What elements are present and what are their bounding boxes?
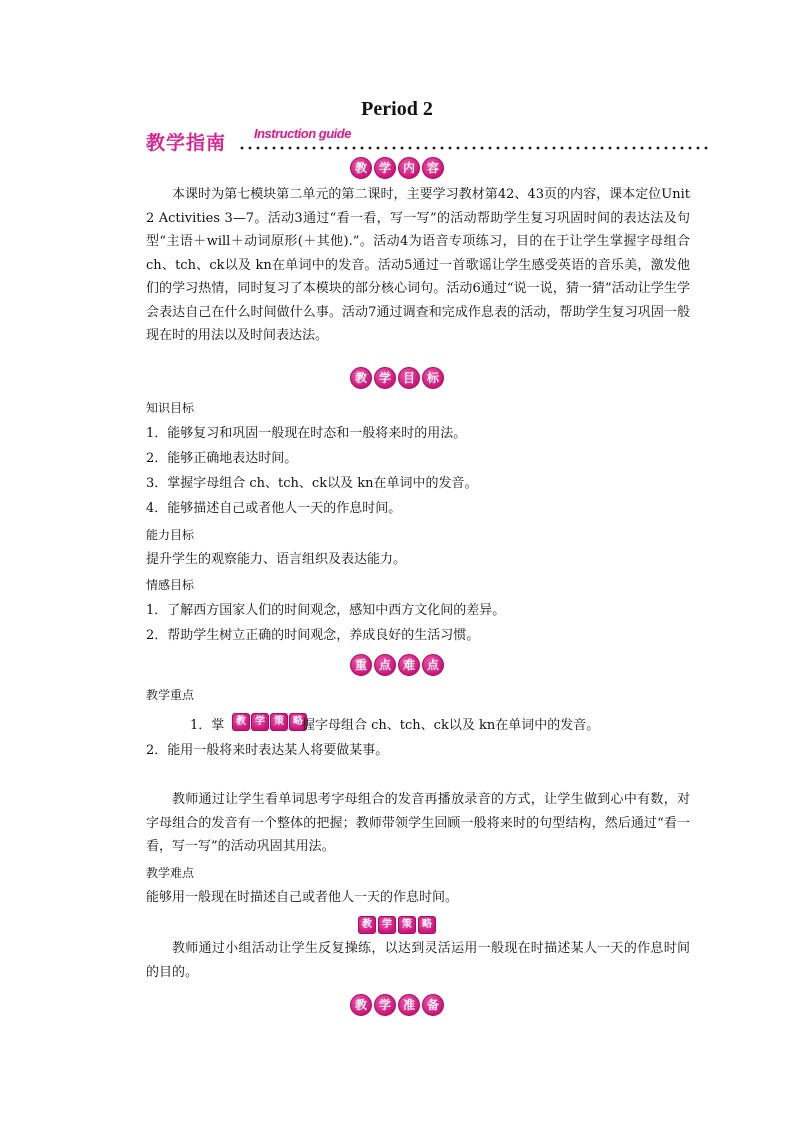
badge-strategy-inline	[232, 713, 307, 731]
badge-char: 策	[398, 916, 416, 934]
knowledge-goal-item: 3．掌握字母组合 ch、tch、ck以及 kn在单词中的发音。	[146, 476, 478, 491]
badge-char: 备	[422, 994, 444, 1016]
badge-char: 准	[398, 994, 420, 1016]
content-paragraph: 本课时为第七模块第二单元的第二课时，主要学习教材第42、43页的内容，课本定位Unit 2 Activities 3—7。活动3通过“看一看，写一写”的活动帮助学生复习巩固时间的表达法及句型“主语＋will＋动词原形(＋其他).”。活动4为语音专项练习，目的在于让学生掌握字母组合 ch、tch、ck以及 kn在单词中的发音。活动5通过一首歌谣让学生感受英语的音乐美，激发他们的学习热情，同时复习了本模块的部分核心词句。活动6通过“说一说，猜一猜”活动让学生学会表达自己在什么时间做什么事。活动7通过调查和完成作息表的活动，帮助学生复习巩固一般现在时的用法以及时间表达法。	[146, 187, 690, 343]
badge-char: 教	[350, 367, 372, 389]
badge-key-points	[0, 654, 794, 676]
key-point-item-prefix: 1．掌	[190, 718, 225, 733]
badge-char: 学	[378, 916, 396, 934]
badge-char: 点	[374, 654, 396, 676]
badge-char: 策	[270, 713, 288, 731]
badge-char: 学	[251, 713, 269, 731]
badge-strategy	[0, 916, 794, 934]
knowledge-goal-item: 1．能够复习和巩固一般现在时态和一般将来时的用法。	[146, 426, 467, 441]
guide-title-en: Instruction guide	[254, 126, 351, 141]
badge-char: 学	[374, 367, 396, 389]
badge-char: 教	[358, 916, 376, 934]
badge-char: 略	[418, 916, 436, 934]
ability-goal-text: 提升学生的观察能力、语言组织及表达能力。	[146, 552, 407, 567]
badge-char: 略	[289, 713, 307, 731]
badge-char: 教	[232, 713, 250, 731]
badge-char: 学	[374, 157, 396, 179]
emotion-goal-item: 1．了解西方国家人们的时间观念，感知中西方文化间的差异。	[146, 603, 506, 618]
badge-char: 内	[398, 157, 420, 179]
badge-char: 点	[422, 654, 444, 676]
badge-teaching-goals	[0, 367, 794, 389]
key-point-item: 2．能用一般将来时表达某人将要做某事。	[146, 743, 389, 758]
page-title: Period 2	[361, 98, 433, 120]
ability-goals-label: 能力目标	[146, 528, 195, 542]
badge-char: 难	[398, 654, 420, 676]
badge-char: 教	[350, 994, 372, 1016]
emotion-goals-label: 情感目标	[146, 578, 195, 592]
key-strategy-paragraph: 教师通过让学生看单词思考字母组合的发音再播放录音的方式，让学生做到心中有数，对字母组合的发音有一个整体的把握；教师带领学生回顾一般将来时的句型结构，然后通过“看一看，写一写”的活动巩固其用法。	[146, 792, 690, 854]
key-point-item-text: 握字母组合 ch、tch、ck以及 kn在单词中的发音。	[302, 718, 600, 733]
emotion-goal-item: 2．帮助学生树立正确的时间观念，养成良好的生活习惯。	[146, 628, 480, 643]
knowledge-goal-item: 4．能够描述自己或者他人一天的作息时间。	[146, 501, 402, 516]
badge-char: 重	[350, 654, 372, 676]
badge-teaching-prep	[0, 994, 794, 1016]
difficult-point-text: 能够用一般现在时描述自己或者他人一天的作息时间。	[146, 890, 459, 905]
badge-teaching-content	[0, 157, 794, 179]
difficult-points-label: 教学难点	[146, 866, 195, 880]
difficult-strategy-paragraph: 教师通过小组活动让学生反复操练，以达到灵活运用一般现在时描述某人一天的作息时间的目的。	[146, 941, 690, 980]
guide-title-cn: 教学指南	[146, 132, 227, 154]
instruction-guide-header	[146, 128, 712, 154]
dotted-leader	[238, 146, 708, 150]
badge-char: 教	[350, 157, 372, 179]
badge-char: 学	[374, 994, 396, 1016]
key-points-label: 教学重点	[146, 688, 195, 702]
badge-char: 标	[422, 367, 444, 389]
badge-char: 目	[398, 367, 420, 389]
badge-char: 容	[422, 157, 444, 179]
knowledge-goal-item: 2．能够正确地表达时间。	[146, 451, 298, 466]
knowledge-goals-label: 知识目标	[146, 401, 195, 415]
